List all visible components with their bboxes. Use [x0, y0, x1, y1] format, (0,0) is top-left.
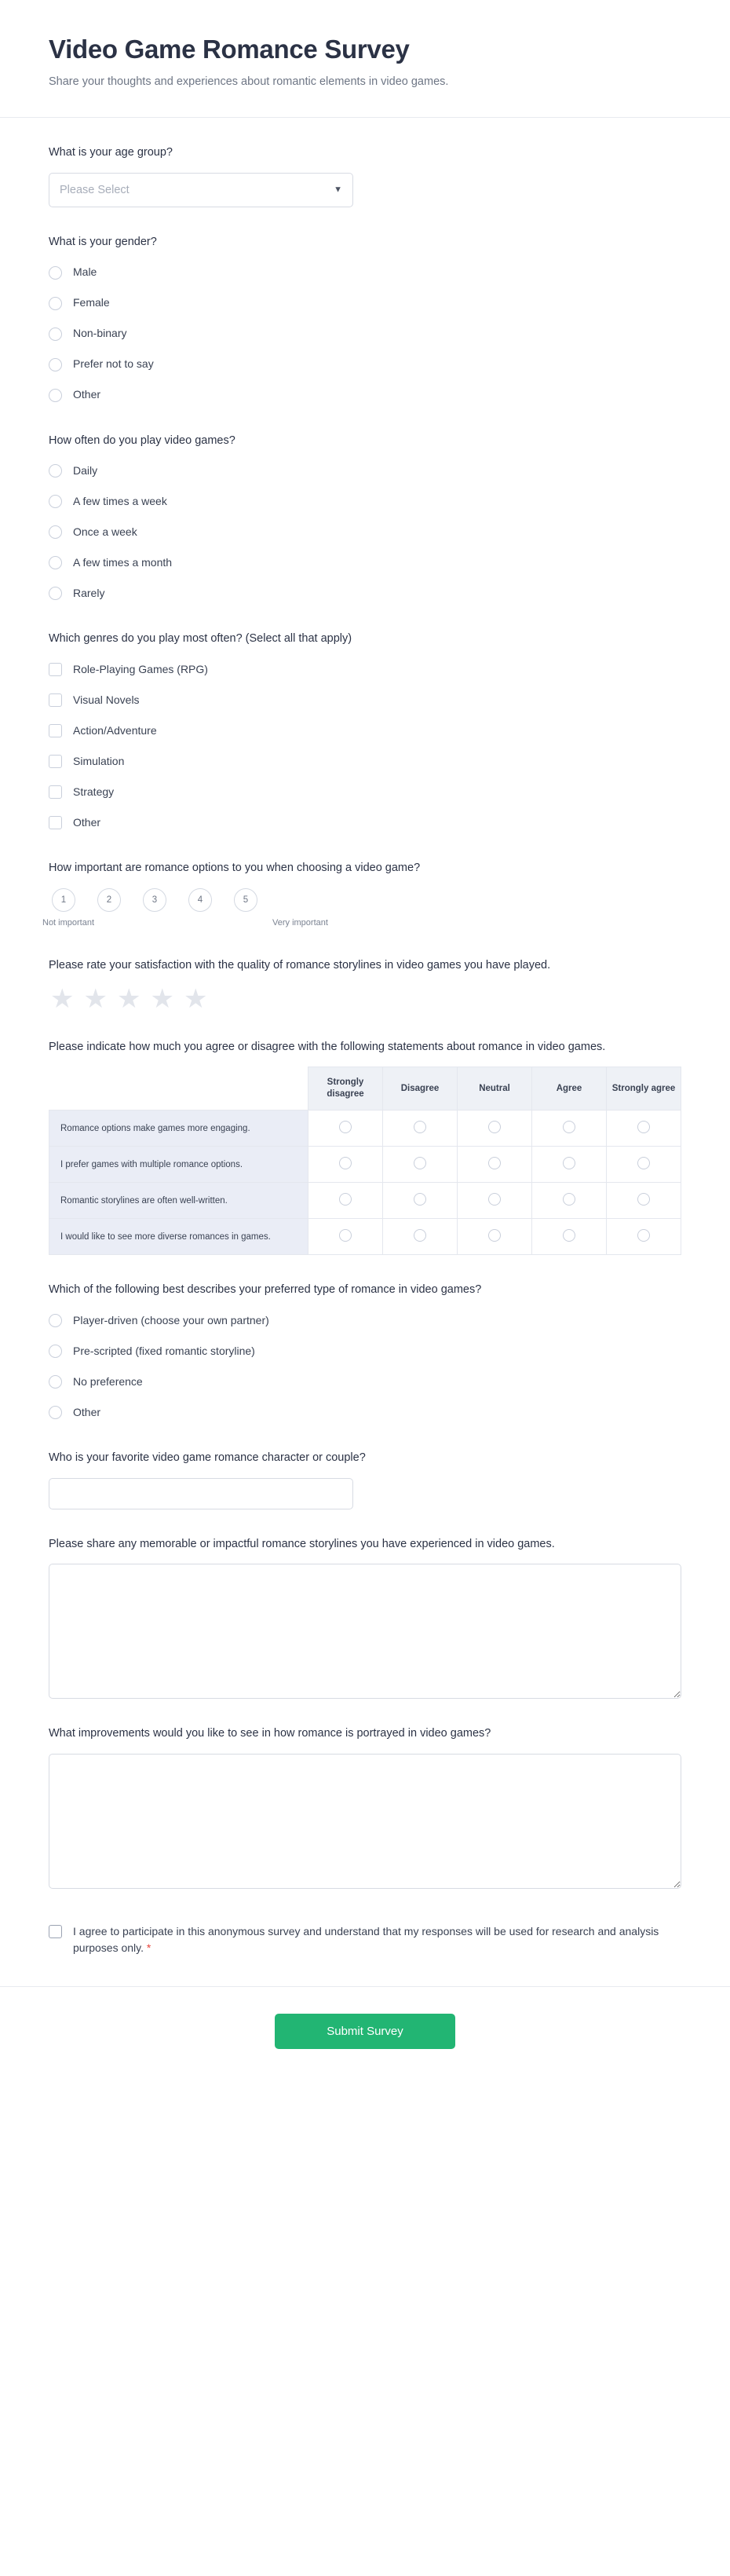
matrix-column-header-agree: Agree	[532, 1067, 607, 1111]
question-label-satisfaction-rating: Please rate your satisfaction with the quality of romance storylines in video games you have played.	[49, 958, 551, 971]
question-label-age-group: What is your age group?	[49, 146, 173, 159]
star-icon-4[interactable]: ★	[150, 983, 174, 1014]
question-improvements	[49, 1725, 681, 1889]
matrix-cell-r4c1[interactable]	[308, 1219, 383, 1255]
radio-icon[interactable]	[49, 556, 62, 569]
page-title: Video Game Romance Survey	[49, 35, 410, 64]
scale-option-5[interactable]: 5	[234, 888, 257, 912]
scale-option-2[interactable]: 2	[97, 888, 121, 912]
radio-icon[interactable]	[339, 1157, 352, 1169]
radio-icon[interactable]	[563, 1229, 575, 1242]
table-row	[49, 1219, 681, 1255]
table-row	[49, 1111, 681, 1147]
scale-label-low: Not important	[42, 917, 95, 928]
scale-option-3[interactable]: 3	[143, 888, 166, 912]
radio-option-gender-female[interactable]	[49, 293, 681, 314]
memorable-storylines-textarea[interactable]	[49, 1564, 681, 1699]
checkbox-icon[interactable]	[49, 816, 62, 829]
question-gender	[49, 234, 681, 406]
matrix-cell-r2c5[interactable]	[607, 1147, 681, 1183]
radio-option-frequency-once-week[interactable]	[49, 521, 681, 543]
checkbox-icon[interactable]	[49, 663, 62, 676]
question-label-genres: Which genres do you play most often? (Select all that apply)	[49, 632, 352, 646]
question-label-play-frequency: How often do you play video games?	[49, 434, 235, 447]
survey-body	[0, 118, 730, 1956]
question-label-improvements: What improvements would you like to see in how romance is portrayed in video games?	[49, 1727, 491, 1740]
radio-option-preferred-pre-scripted[interactable]	[49, 1341, 681, 1362]
option-label: Non-binary	[73, 327, 127, 340]
radio-icon[interactable]	[488, 1193, 501, 1206]
checkbox-option-genre-visual-novels[interactable]	[49, 690, 681, 711]
matrix-cell-r1c3[interactable]	[458, 1111, 532, 1147]
option-label: A few times a week	[73, 494, 167, 507]
question-label-favorite-character: Who is your favorite video game romance character or couple?	[49, 1451, 366, 1464]
survey-footer	[0, 1986, 730, 2080]
radio-option-frequency-rarely[interactable]	[49, 583, 681, 604]
consent-row[interactable]	[49, 1923, 681, 1956]
radio-option-gender-other[interactable]	[49, 385, 681, 406]
matrix-cell-r3c3[interactable]	[458, 1183, 532, 1219]
scale-option-4[interactable]: 4	[188, 888, 212, 912]
matrix-cell-r4c2[interactable]	[383, 1219, 458, 1255]
radio-icon[interactable]	[637, 1121, 650, 1133]
radio-option-gender-non-binary[interactable]	[49, 324, 681, 345]
option-label: Once a week	[73, 525, 137, 538]
consent-checkbox-icon[interactable]	[49, 1925, 62, 1938]
option-label: Pre-scripted (fixed romantic storyline)	[73, 1344, 255, 1357]
matrix-row-label: Romance options make games more engaging.	[49, 1111, 308, 1147]
radio-icon[interactable]	[49, 525, 62, 539]
radio-icon[interactable]	[488, 1121, 501, 1133]
option-label: Female	[73, 296, 110, 309]
star-icon-5[interactable]: ★	[183, 983, 208, 1014]
option-label: Other	[73, 815, 101, 829]
checkbox-option-genre-simulation[interactable]	[49, 751, 681, 772]
matrix-row-label: I would like to see more diverse romances in games.	[49, 1219, 308, 1255]
agreement-matrix-table	[49, 1067, 681, 1255]
radio-icon[interactable]	[414, 1193, 426, 1206]
matrix-cell-r2c1[interactable]	[308, 1147, 383, 1183]
matrix-cell-r3c2[interactable]	[383, 1183, 458, 1219]
option-label: Prefer not to say	[73, 357, 154, 371]
importance-scale-options	[49, 888, 681, 912]
radio-option-frequency-daily[interactable]	[49, 460, 681, 481]
option-label: Role-Playing Games (RPG)	[73, 662, 208, 675]
option-label: Other	[73, 388, 101, 401]
matrix-cell-r2c3[interactable]	[458, 1147, 532, 1183]
matrix-cell-r1c4[interactable]	[532, 1111, 607, 1147]
option-label: Visual Novels	[73, 693, 140, 706]
matrix-cell-r2c2[interactable]	[383, 1147, 458, 1183]
option-label: Daily	[73, 463, 98, 477]
question-memorable-storylines	[49, 1536, 681, 1700]
matrix-corner-cell	[49, 1067, 308, 1111]
matrix-cell-r3c4[interactable]	[532, 1183, 607, 1219]
radio-icon[interactable]	[49, 495, 62, 508]
checkbox-icon[interactable]	[49, 724, 62, 737]
radio-icon[interactable]	[49, 266, 62, 280]
radio-option-preferred-player-driven[interactable]	[49, 1310, 681, 1331]
radio-option-preferred-no-preference[interactable]	[49, 1371, 681, 1392]
matrix-column-header-strongly-disagree: Strongly disagree	[308, 1067, 383, 1111]
radio-icon[interactable]	[488, 1157, 501, 1169]
radio-option-frequency-few-times-month[interactable]	[49, 552, 681, 573]
survey-header	[0, 0, 730, 118]
question-age-group	[49, 145, 681, 207]
radio-icon[interactable]	[414, 1157, 426, 1169]
star-rating[interactable]	[49, 983, 681, 1014]
age-group-select[interactable]	[49, 173, 353, 207]
star-icon-1[interactable]: ★	[50, 983, 75, 1014]
radio-icon[interactable]	[414, 1121, 426, 1133]
option-label: No preference	[73, 1374, 143, 1388]
question-agreement-matrix	[49, 1039, 681, 1256]
matrix-cell-r3c1[interactable]	[308, 1183, 383, 1219]
consent-label	[73, 1923, 681, 1956]
checkbox-option-genre-action-adventure[interactable]	[49, 720, 681, 741]
age-group-select-wrap	[49, 173, 353, 207]
importance-scale	[42, 888, 681, 931]
question-label-agreement-matrix: Please indicate how much you agree or disagree with the following statements about romance in video games.	[49, 1040, 606, 1053]
radio-icon[interactable]	[49, 1406, 62, 1419]
matrix-cell-r3c5[interactable]	[607, 1183, 681, 1219]
radio-option-preferred-other[interactable]	[49, 1402, 681, 1423]
star-icon-3[interactable]: ★	[116, 983, 141, 1014]
question-preferred-romance-type	[49, 1282, 681, 1423]
question-favorite-character	[49, 1450, 681, 1509]
radio-icon[interactable]	[339, 1229, 352, 1242]
option-label: Strategy	[73, 785, 115, 798]
matrix-cell-r4c5[interactable]	[607, 1219, 681, 1255]
matrix-cell-r4c4[interactable]	[532, 1219, 607, 1255]
radio-icon[interactable]	[49, 297, 62, 310]
chevron-down-icon: ▼	[334, 185, 342, 195]
checkbox-icon[interactable]	[49, 785, 62, 799]
checkbox-option-genre-strategy[interactable]	[49, 781, 681, 803]
matrix-column-header-strongly-agree: Strongly agree	[607, 1067, 681, 1111]
radio-option-gender-male[interactable]	[49, 262, 681, 284]
radio-icon[interactable]	[49, 389, 62, 402]
checkbox-icon[interactable]	[49, 693, 62, 707]
option-label: Player-driven (choose your own partner)	[73, 1313, 269, 1326]
matrix-header-row	[49, 1067, 681, 1111]
matrix-cell-r1c5[interactable]	[607, 1111, 681, 1147]
question-label-gender: What is your gender?	[49, 235, 157, 248]
radio-icon[interactable]	[563, 1193, 575, 1206]
checkbox-option-genre-other[interactable]	[49, 812, 681, 833]
question-label-preferred-romance-type: Which of the following best describes your preferred type of romance in video games?	[49, 1283, 482, 1297]
submit-survey-button[interactable]: Submit Survey	[275, 2014, 455, 2049]
question-label-romance-importance: How important are romance options to you when choosing a video game?	[49, 862, 421, 875]
radio-icon[interactable]	[488, 1229, 501, 1242]
radio-option-frequency-few-times-week[interactable]	[49, 491, 681, 512]
question-genres	[49, 631, 681, 833]
radio-icon[interactable]	[49, 1314, 62, 1327]
table-row	[49, 1183, 681, 1219]
scale-label-high: Very important	[272, 917, 328, 928]
consent-text: I agree to participate in this anonymous survey and understand that my responses will be used for research and analysis purposes only.	[73, 1925, 659, 1955]
star-icon-2[interactable]: ★	[83, 983, 108, 1014]
question-label-memorable-storylines: Please share any memorable or impactful romance storylines you have experienced in video games.	[49, 1537, 555, 1550]
scale-option-1[interactable]: 1	[52, 888, 75, 912]
option-label: Male	[73, 265, 97, 279]
radio-icon[interactable]	[339, 1121, 352, 1133]
checkbox-option-genre-rpg[interactable]	[49, 659, 681, 680]
option-label: Other	[73, 1405, 101, 1418]
radio-icon[interactable]	[49, 1375, 62, 1389]
page-subtitle: Share your thoughts and experiences about romantic elements in video games.	[49, 75, 449, 88]
matrix-cell-r1c1[interactable]	[308, 1111, 383, 1147]
matrix-row-label: Romantic storylines are often well-written.	[49, 1183, 308, 1219]
option-label: A few times a month	[73, 555, 173, 569]
radio-icon[interactable]	[49, 327, 62, 341]
radio-icon[interactable]	[414, 1229, 426, 1242]
importance-scale-labels	[42, 917, 681, 931]
radio-icon[interactable]	[563, 1157, 575, 1169]
radio-icon[interactable]	[563, 1121, 575, 1133]
required-marker: *	[146, 1941, 151, 1955]
option-label: Simulation	[73, 754, 125, 767]
matrix-column-header-disagree: Disagree	[383, 1067, 458, 1111]
favorite-character-input[interactable]	[49, 1478, 353, 1509]
radio-option-gender-prefer-not-to-say[interactable]	[49, 354, 681, 375]
checkbox-icon[interactable]	[49, 755, 62, 768]
table-row	[49, 1147, 681, 1183]
radio-icon[interactable]	[637, 1157, 650, 1169]
radio-icon[interactable]	[49, 358, 62, 371]
option-label: Rarely	[73, 586, 105, 599]
radio-icon[interactable]	[49, 587, 62, 600]
question-satisfaction-rating	[49, 957, 681, 1012]
matrix-row-label: I prefer games with multiple romance options.	[49, 1147, 308, 1183]
question-romance-importance	[42, 860, 681, 931]
matrix-column-header-neutral: Neutral	[458, 1067, 532, 1111]
radio-icon[interactable]	[339, 1193, 352, 1206]
question-play-frequency	[49, 433, 681, 605]
radio-icon[interactable]	[637, 1229, 650, 1242]
matrix-cell-r4c3[interactable]	[458, 1219, 532, 1255]
matrix-cell-r2c4[interactable]	[532, 1147, 607, 1183]
improvements-textarea[interactable]	[49, 1754, 681, 1889]
radio-icon[interactable]	[49, 1345, 62, 1358]
radio-icon[interactable]	[637, 1193, 650, 1206]
option-label: Action/Adventure	[73, 723, 157, 737]
radio-icon[interactable]	[49, 464, 62, 478]
matrix-cell-r1c2[interactable]	[383, 1111, 458, 1147]
